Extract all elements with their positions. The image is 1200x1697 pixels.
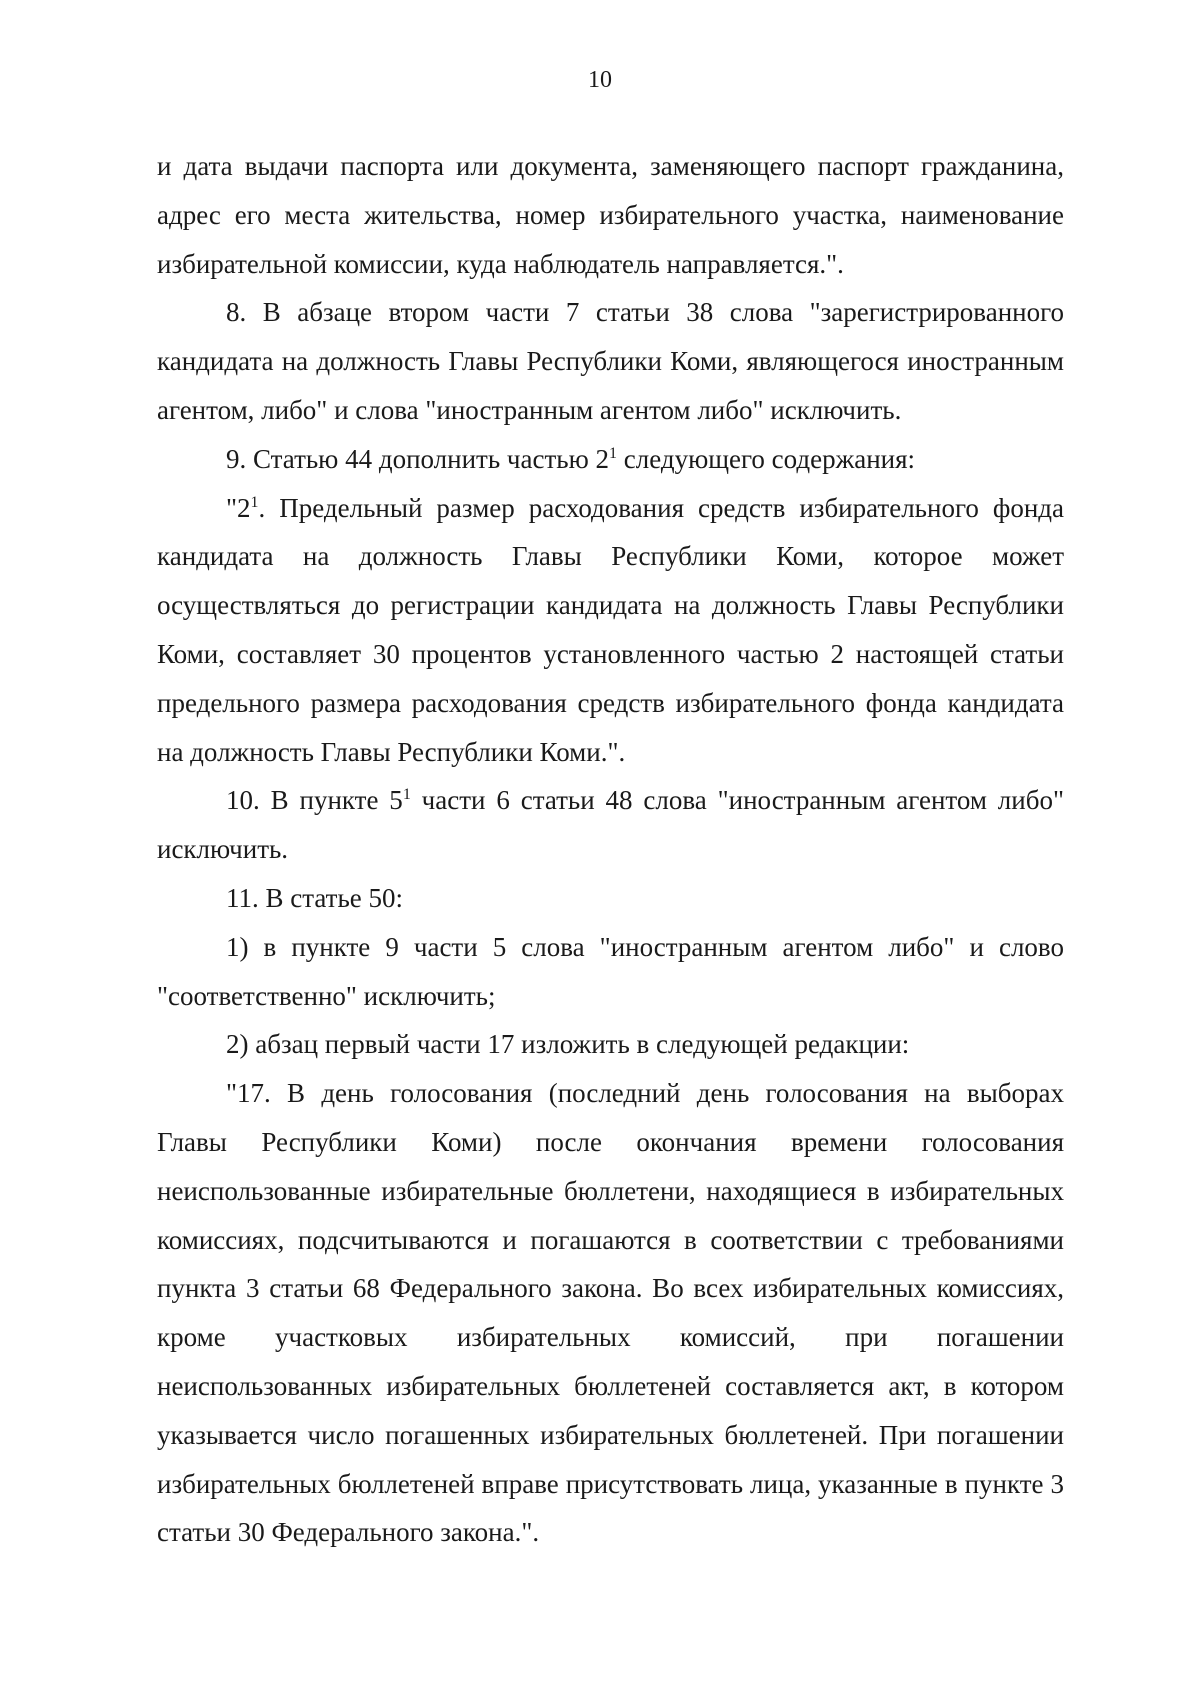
- paragraph-part-17: "17. В день голосования (последний день голосования на выборах Главы Республики Коми) после окончания времени голосования неиспользованные избирательные бюллетени, находящиеся в избирательных комиссиях, подсчитываются и погашаются в соответствии с требованиями пункта 3 статьи 68 Федерального закона. Во всех избирательных комиссиях, кроме участковых избирательных комиссий, при погашении неиспользованных избирательных бюллетеней составляется акт, в котором указывается число погашенных избирательных бюллетеней. При погашении избирательных бюллетеней вправе присутствовать лица, указанные в пункте 3 статьи 30 Федерального закона.".: [157, 1078, 1064, 1548]
- superscript: 1: [402, 786, 411, 804]
- item-9-text-start: 9. Статью 44 дополнить частью 2: [226, 443, 609, 474]
- part-2-1-text-start: "2: [226, 492, 251, 523]
- item-10-text-end: части 6 статьи 48 слова "иностранным агентом либо" исключить.: [157, 785, 1064, 865]
- superscript: 1: [609, 444, 617, 462]
- paragraph-subitem-2: 2) абзац первый части 17 изложить в следующей редакции:: [226, 1029, 910, 1060]
- paragraph-item-8: 8. В абзаце втором части 7 статьи 38 слова "зарегистрированного кандидата на должность Главы Республики Коми, являющегося иностранным агентом, либо" и слова "иностранным агентом либо" исключить.: [157, 297, 1064, 425]
- paragraph-item-11: 11. В статье 50:: [226, 882, 404, 913]
- paragraph-continuation: и дата выдачи паспорта или документа, заменяющего паспорт гражданина, адрес его места жительства, номер избирательного участка, наименование избирательной комиссии, куда наблюдатель направляется.".: [157, 151, 1064, 279]
- document-body: [157, 142, 1064, 1557]
- item-10-text-start: 10. В пункте 5: [226, 785, 403, 816]
- paragraph-item-9: [157, 435, 1064, 484]
- page-number: 10: [588, 67, 612, 93]
- paragraph-part-2-1: [157, 484, 1064, 777]
- paragraph-subitem-1: 1) в пункте 9 части 5 слова "иностранным агентом либо" и слово "соответственно" исключить;: [157, 931, 1064, 1011]
- paragraph-item-10: [157, 776, 1064, 874]
- part-2-1-text-end: . Предельный размер расходования средств избирательного фонда кандидата на должность Главы Республики Коми, которое может осуществляться до регистрации кандидата на должность Главы Республики Коми, составляет 30 процентов установленного частью 2 настоящей статьи предельного размера расходования средств избирательного фонда кандидата на должность Главы Республики Коми.".: [157, 492, 1064, 767]
- item-9-text-end: следующего содержания:: [617, 443, 916, 474]
- superscript: 1: [250, 493, 259, 511]
